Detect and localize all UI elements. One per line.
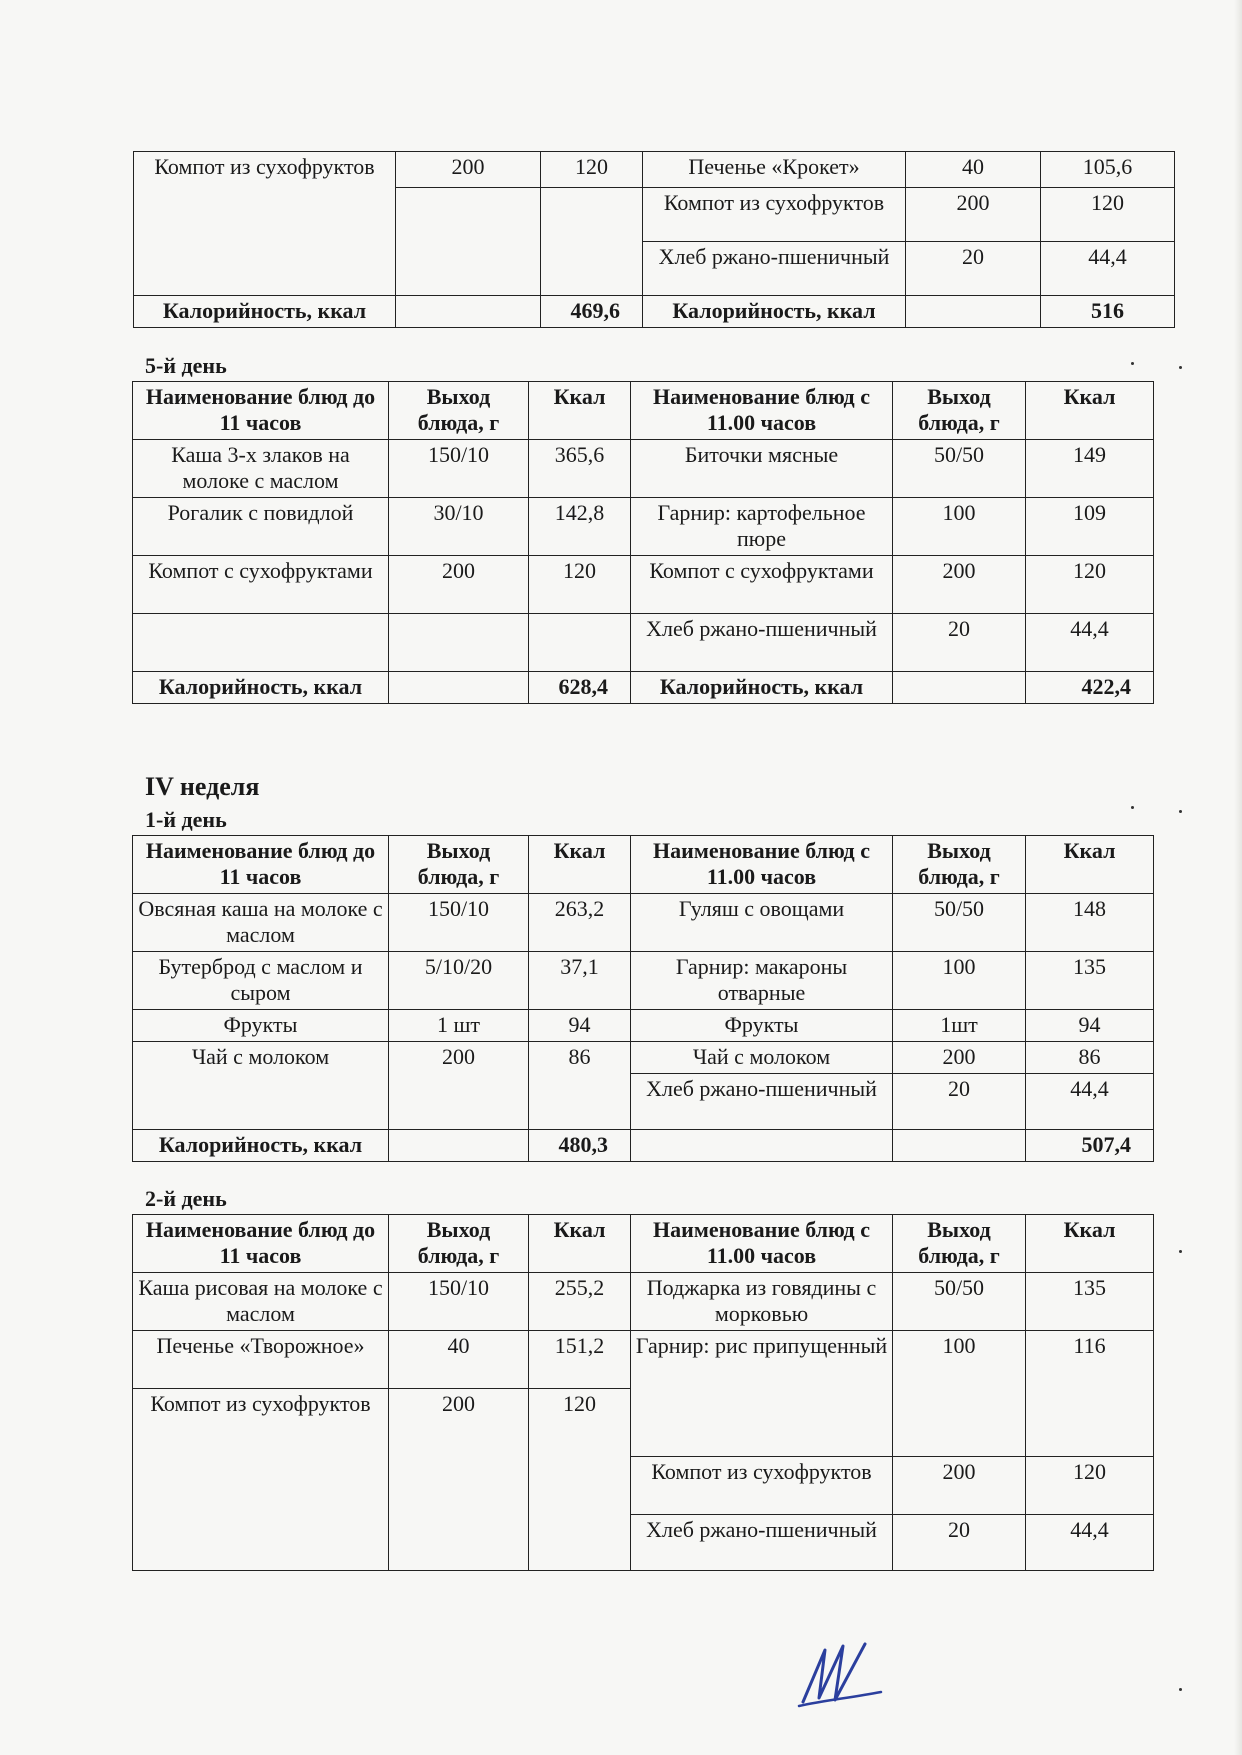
total-row — [133, 1130, 1154, 1162]
dish-name: Чай с молоком — [133, 1042, 389, 1130]
col-header: Ккал — [529, 836, 631, 894]
dish-yield: 20 — [893, 1515, 1026, 1571]
dish-name: Компот из сухофруктов — [631, 1457, 893, 1515]
dish-name: Бутерброд с маслом и сыром — [133, 952, 389, 1010]
total-row — [133, 672, 1154, 704]
dish-yield: 1шт — [893, 1010, 1026, 1042]
dish-yield: 100 — [893, 1331, 1026, 1457]
dish-kcal: 142,8 — [529, 498, 631, 556]
dish-yield: 1 шт — [389, 1010, 529, 1042]
dish-kcal: 365,6 — [529, 440, 631, 498]
table-row — [133, 440, 1154, 498]
col-header: Наименование блюд до 11 часов — [133, 382, 389, 440]
total-kcal: 507,4 — [1026, 1130, 1154, 1162]
total-row — [134, 296, 1175, 328]
scan-speck — [1179, 1688, 1182, 1691]
total-yield — [396, 296, 541, 328]
dish-kcal: 255,2 — [529, 1273, 631, 1331]
table-row — [133, 894, 1154, 952]
day-label: 1-й день — [145, 807, 227, 832]
dish-kcal: 109 — [1026, 498, 1154, 556]
dish-kcal: 263,2 — [529, 894, 631, 952]
dish-yield: 20 — [893, 1074, 1026, 1130]
dish-kcal: 105,6 — [1041, 152, 1175, 188]
dish-kcal: 120 — [529, 556, 631, 614]
col-header: Наименование блюд с 11.00 часов — [631, 382, 893, 440]
dish-name: Гарнир: макароны отварные — [631, 952, 893, 1010]
col-header: Наименование блюд до 11 часов — [133, 836, 389, 894]
total-label: Калорийность, ккал — [134, 296, 396, 328]
col-header: Выход блюда, г — [893, 382, 1026, 440]
table-row — [133, 614, 1154, 672]
col-header: Наименование блюд с 11.00 часов — [631, 836, 893, 894]
dish-name: Компот из сухофруктов — [133, 1389, 389, 1571]
header-row — [133, 836, 1154, 894]
total-kcal: 516 — [1041, 296, 1175, 328]
dish-yield: 50/50 — [893, 1273, 1026, 1331]
dish-yield: 50/50 — [893, 440, 1026, 498]
dish-name: Хлеб ржано-пшеничный — [631, 614, 893, 672]
dish-yield: 200 — [389, 556, 529, 614]
dish-kcal: 120 — [529, 1389, 631, 1571]
dish-name: Компот из сухофруктов — [134, 152, 396, 296]
dish-yield: 200 — [396, 152, 541, 188]
col-header: Выход блюда, г — [389, 836, 529, 894]
scan-speck — [1179, 810, 1182, 813]
col-header: Выход блюда, г — [389, 1215, 529, 1273]
dish-name: Гарнир: рис припущенный — [631, 1331, 893, 1457]
col-header: Выход блюда, г — [389, 382, 529, 440]
dish-name: Печенье «Творожное» — [133, 1331, 389, 1389]
dish-yield — [396, 188, 541, 296]
table-row — [133, 1273, 1154, 1331]
dish-name: Биточки мясные — [631, 440, 893, 498]
table-row — [133, 952, 1154, 1010]
page-edge-shadow — [1234, 0, 1242, 1755]
signature-mark — [795, 1640, 885, 1710]
dish-kcal: 44,4 — [1026, 614, 1154, 672]
dish-kcal: 86 — [1026, 1042, 1154, 1074]
dish-yield: 200 — [389, 1389, 529, 1571]
scan-speck — [1179, 1250, 1182, 1253]
dish-kcal: 120 — [1026, 556, 1154, 614]
dish-name: Поджарка из говядины с морковью — [631, 1273, 893, 1331]
dish-kcal: 94 — [529, 1010, 631, 1042]
scan-speck — [1131, 806, 1134, 809]
dish-name: Компот из сухофруктов — [643, 188, 906, 242]
dish-name: Каша 3-х злаков на молоке с маслом — [133, 440, 389, 498]
dish-yield: 30/10 — [389, 498, 529, 556]
day-label: 2-й день — [145, 1186, 227, 1211]
dish-name: Гарнир: картофельное пюре — [631, 498, 893, 556]
dish-name: Фрукты — [133, 1010, 389, 1042]
total-yield — [893, 1130, 1026, 1162]
header-row — [133, 1215, 1154, 1273]
col-header: Ккал — [1026, 382, 1154, 440]
dish-name — [133, 614, 389, 672]
dish-yield: 100 — [893, 952, 1026, 1010]
dish-yield: 40 — [906, 152, 1041, 188]
dish-yield: 200 — [906, 188, 1041, 242]
col-header: Ккал — [1026, 836, 1154, 894]
dish-yield: 5/10/20 — [389, 952, 529, 1010]
dish-yield: 100 — [893, 498, 1026, 556]
dish-yield: 40 — [389, 1331, 529, 1389]
dish-kcal: 44,4 — [1026, 1515, 1154, 1571]
dish-kcal: 120 — [1041, 188, 1175, 242]
dish-yield: 200 — [389, 1042, 529, 1130]
table-row — [133, 1331, 1154, 1389]
dish-name: Рогалик с повидлой — [133, 498, 389, 556]
scan-speck — [1179, 366, 1182, 369]
total-kcal: 628,4 — [529, 672, 631, 704]
table-row — [134, 152, 1175, 188]
col-header: Выход блюда, г — [893, 836, 1026, 894]
dish-kcal: 94 — [1026, 1010, 1154, 1042]
dish-name: Хлеб ржано-пшеничный — [631, 1074, 893, 1130]
table-row — [133, 556, 1154, 614]
col-header: Ккал — [529, 382, 631, 440]
dish-name: Чай с молоком — [631, 1042, 893, 1074]
dish-name: Каша рисовая на молоке с маслом — [133, 1273, 389, 1331]
dish-name: Хлеб ржано-пшеничный — [643, 242, 906, 296]
dish-kcal: 37,1 — [529, 952, 631, 1010]
dish-yield: 150/10 — [389, 894, 529, 952]
menu-table-continued — [133, 151, 1175, 328]
dish-name: Печенье «Крокет» — [643, 152, 906, 188]
total-label: Калорийность, ккал — [631, 672, 893, 704]
dish-name: Компот с сухофруктами — [631, 556, 893, 614]
table-row — [133, 1010, 1154, 1042]
col-header: Выход блюда, г — [893, 1215, 1026, 1273]
dish-kcal: 148 — [1026, 894, 1154, 952]
total-yield — [389, 1130, 529, 1162]
total-kcal: 422,4 — [1026, 672, 1154, 704]
dish-kcal: 151,2 — [529, 1331, 631, 1389]
dish-name: Компот с сухофруктами — [133, 556, 389, 614]
col-header: Ккал — [1026, 1215, 1154, 1273]
total-yield — [906, 296, 1041, 328]
total-yield — [389, 672, 529, 704]
col-header: Ккал — [529, 1215, 631, 1273]
scan-speck — [1131, 362, 1134, 365]
dish-kcal: 120 — [1026, 1457, 1154, 1515]
table-row — [133, 1042, 1154, 1074]
dish-kcal: 86 — [529, 1042, 631, 1130]
dish-kcal: 116 — [1026, 1331, 1154, 1457]
dish-yield: 150/10 — [389, 440, 529, 498]
dish-kcal: 44,4 — [1041, 242, 1175, 296]
dish-yield: 150/10 — [389, 1273, 529, 1331]
menu-table-w4-day1 — [132, 835, 1154, 1162]
menu-table-w4-day2 — [132, 1214, 1154, 1571]
dish-kcal: 149 — [1026, 440, 1154, 498]
week-title: IV неделя — [145, 772, 260, 801]
day-label: 5-й день — [145, 353, 227, 378]
col-header: Наименование блюд до 11 часов — [133, 1215, 389, 1273]
total-label: Калорийность, ккал — [133, 672, 389, 704]
total-kcal: 469,6 — [541, 296, 643, 328]
dish-name: Фрукты — [631, 1010, 893, 1042]
dish-yield: 50/50 — [893, 894, 1026, 952]
dish-name: Гуляш с овощами — [631, 894, 893, 952]
table-row — [133, 498, 1154, 556]
total-label: Калорийность, ккал — [133, 1130, 389, 1162]
dish-kcal — [529, 614, 631, 672]
total-label: Калорийность, ккал — [643, 296, 906, 328]
total-label — [631, 1130, 893, 1162]
dish-kcal: 44,4 — [1026, 1074, 1154, 1130]
dish-yield: 20 — [906, 242, 1041, 296]
dish-yield: 200 — [893, 1042, 1026, 1074]
total-kcal: 480,3 — [529, 1130, 631, 1162]
dish-kcal: 135 — [1026, 952, 1154, 1010]
dish-yield: 200 — [893, 556, 1026, 614]
dish-kcal: 120 — [541, 152, 643, 188]
header-row — [133, 382, 1154, 440]
total-yield — [893, 672, 1026, 704]
dish-yield: 20 — [893, 614, 1026, 672]
col-header: Наименование блюд с 11.00 часов — [631, 1215, 893, 1273]
dish-kcal — [541, 188, 643, 296]
dish-yield — [389, 614, 529, 672]
dish-name: Хлеб ржано-пшеничный — [631, 1515, 893, 1571]
dish-name: Овсяная каша на молоке с маслом — [133, 894, 389, 952]
dish-kcal: 135 — [1026, 1273, 1154, 1331]
menu-table-day5 — [132, 381, 1154, 704]
dish-yield: 200 — [893, 1457, 1026, 1515]
